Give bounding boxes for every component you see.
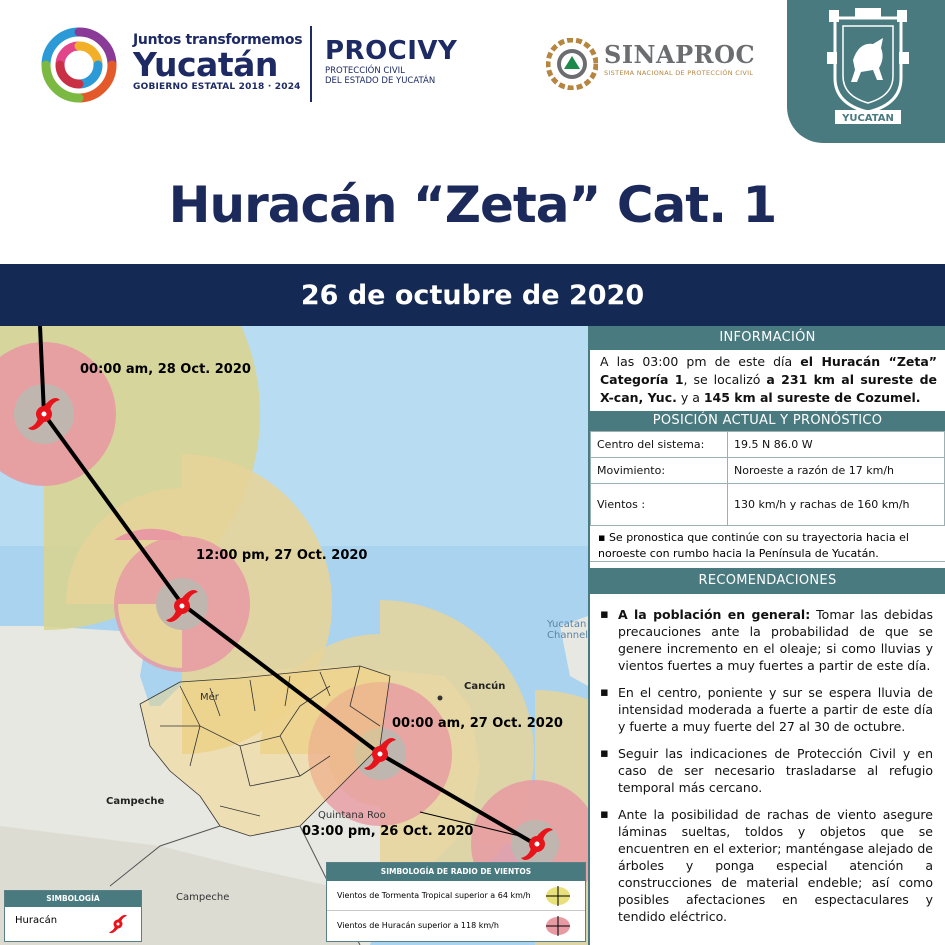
sinaproc-wordmark xyxy=(604,40,755,77)
place-campeche-city: Campeche xyxy=(106,796,165,807)
header-divider xyxy=(310,26,312,102)
place-campeche-state: Campeche xyxy=(176,892,230,903)
place-merida: Mér xyxy=(200,692,219,703)
recommendations-list xyxy=(590,594,945,925)
government-period: GOBIERNO ESTATAL 2018 · 2024 xyxy=(133,82,301,92)
forecast-label-28oct: 00:00 am, 28 Oct. 2020 xyxy=(80,362,251,377)
yucatan-government-logo xyxy=(38,24,120,106)
row-value: 19.5 N 86.0 W xyxy=(728,432,945,458)
yucatan-coat-of-arms-icon xyxy=(825,8,911,126)
legend-hurricane-label: Huracán xyxy=(15,915,58,926)
report-date: 26 de octubre de 2020 xyxy=(300,279,645,311)
hurricane-wind-swatch-icon xyxy=(545,915,571,937)
sinaproc-sub: SISTEMA NACIONAL DE PROTECCIÓN CIVIL xyxy=(604,69,754,77)
list-item: ▪ Ante la posibilidad de rachas de viento asegure láminas sueltas, toldos y objetos que se encuentren en el exterior; manténgase alejado de árboles y ponga especial atención a construcciones de material endeble; así como posibles afectaciones en espectaculares y tendido eléctrico. xyxy=(600,806,933,925)
list-item: ▪ En el centro, poniente y sur se espera lluvia de intensidad moderada a fuerte a partir de este día y fuerte a muy fuerte del 27 al 30 de octubre. xyxy=(600,684,933,735)
table-row xyxy=(591,484,945,526)
forecast-label-26oct: 03:00 pm, 26 Oct. 2020 xyxy=(302,824,474,839)
forecast-note: ▪ Se pronostica que continúe con su trayectoria hacia el noroeste con rumbo hacia la Península de Yucatán. xyxy=(590,526,945,562)
place-yucatan-channel-2: Channel xyxy=(547,630,588,641)
legend-tropical-row xyxy=(327,881,585,911)
table-row xyxy=(591,458,945,484)
yucatan-government-wordmark xyxy=(133,32,302,92)
procivy-sub2: DEL ESTADO DE YUCATÁN xyxy=(325,76,436,86)
legend-wind-radius-header: SIMBOLOGÍA DE RADIO DE VIENTOS xyxy=(327,863,585,881)
forecast-label-27oct-mid: 00:00 am, 27 Oct. 2020 xyxy=(392,716,563,731)
row-key: Movimiento: xyxy=(591,458,728,484)
page-title: Huracán “Zeta” Cat. 1 xyxy=(168,176,777,234)
procivy-name: PROCIVY xyxy=(325,36,458,66)
place-yucatan-channel-1: Yucatan xyxy=(547,619,587,630)
row-value: 130 km/h y rachas de 160 km/h xyxy=(728,484,945,526)
position-header: POSICIÓN ACTUAL Y PRONÓSTICO xyxy=(590,411,945,431)
sinaproc-logo xyxy=(546,38,598,90)
legend-hurricane-wind-label: Vientos de Huracán superior a 118 km/h xyxy=(337,921,499,930)
header-bar xyxy=(0,0,945,160)
legend-symbology xyxy=(4,890,142,942)
legend-hurricane-row xyxy=(5,907,141,926)
info-text-e: y a xyxy=(676,390,704,405)
map-canvas xyxy=(0,326,588,945)
state-name: Yucatán xyxy=(133,45,278,84)
position-table xyxy=(590,431,945,526)
forecast-label-27oct-noon: 12:00 pm, 27 Oct. 2020 xyxy=(196,548,368,563)
procivy-sub1: PROTECCIÓN CIVIL xyxy=(325,66,405,76)
info-text-b: el Huracán “Zeta” Categoría 1 xyxy=(600,354,937,387)
info-text-d: a 231 km al sureste de X-can, Yuc. xyxy=(600,372,937,405)
information-header: INFORMACIÓN xyxy=(590,326,945,350)
procivy-wordmark xyxy=(325,36,457,86)
rec1-text: Tomar las debidas precauciones ante la probabilidad de que se genere incremento en el oleaje; si como lluvias y vientos fuertes a muy fuertes a partir de este día. xyxy=(618,607,934,673)
legend-hurricane-wind-row xyxy=(327,911,585,941)
table-row xyxy=(591,432,945,458)
place-quintana-roo: Quintana Roo xyxy=(318,810,386,821)
row-key: Vientos : xyxy=(591,484,728,526)
hurricane-symbol-icon xyxy=(109,909,127,939)
row-key: Centro del sistema: xyxy=(591,432,728,458)
list-item: ▪ Seguir las indicaciones de Protección Civil y en caso de ser necesario trasladarse al refugio temporal más cercano. xyxy=(600,745,933,796)
slogan: Juntos transformemos xyxy=(133,32,303,48)
date-bar xyxy=(0,264,945,326)
place-cancun: Cancún xyxy=(464,681,506,692)
row-value: Noroeste a razón de 17 km/h xyxy=(728,458,945,484)
recommendations-header: RECOMENDACIONES xyxy=(590,568,945,594)
information-text xyxy=(590,350,945,410)
legend-tropical-label: Vientos de Tormenta Tropical superior a 64 km/h xyxy=(337,891,531,900)
rec1-bold: A la población en general: xyxy=(618,607,811,622)
list-item xyxy=(600,606,933,674)
legend-symbology-header: SIMBOLOGÍA xyxy=(5,891,141,907)
info-text-c: , se localizó xyxy=(683,372,767,387)
hurricane-forecast-map xyxy=(0,326,588,945)
sinaproc-name: SINAPROC xyxy=(604,40,756,69)
coat-label: YUCATAN xyxy=(842,113,894,124)
information-panel xyxy=(588,326,945,945)
info-text-f: 145 km al sureste de Cozumel. xyxy=(703,390,921,405)
legend-wind-radius xyxy=(326,862,586,942)
info-text-a: A las 03:00 pm de este día xyxy=(600,354,801,369)
tropical-storm-swatch-icon xyxy=(545,885,571,907)
